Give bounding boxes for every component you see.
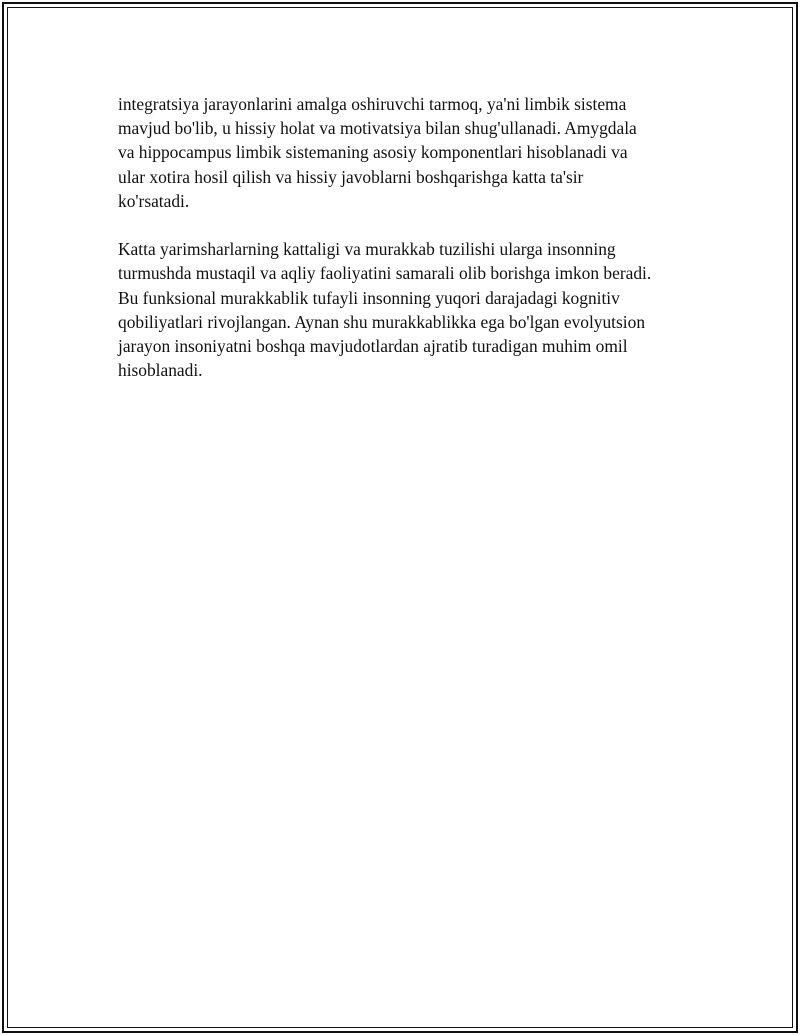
text-line: va hippocampus limbik sistemaning asosiy komponentlari hisoblanadi va [118,142,628,163]
text-line: ko'rsatadi. [118,190,190,211]
paragraph-1 [118,92,698,213]
text-line: ular xotira hosil qilish va hissiy javoblarni boshqarishga katta ta'sir [118,166,584,187]
text-line: turmushda mustaqil va aqliy faoliyatini samarali olib borishga imkon beradi. [118,263,652,284]
text-line: Bu funksional murakkablik tufayli insonning yuqori darajadagi kognitiv [118,287,620,308]
text-line: Katta yarimsharlarning kattaligi va murakkab tuzilishi ularga insonning [118,239,616,260]
text-line: hisoblanadi. [118,360,203,381]
text-line: mavjud bo'lib, u hissiy holat va motivatsiya bilan shug'ullanadi. Amygdala [118,118,637,139]
text-line: integratsiya jarayonlarini amalga oshiruvchi tarmoq, ya'ni limbik sistema [118,94,627,114]
document-body [118,92,698,407]
text-line: qobiliyatlari rivojlangan. Aynan shu murakkablikka ega bo'lgan evolyutsion [118,311,646,332]
paragraph-2 [118,237,698,382]
text-line: jarayon insoniyatni boshqa mavjudotlardan ajratib turadigan muhim omil [118,336,628,357]
